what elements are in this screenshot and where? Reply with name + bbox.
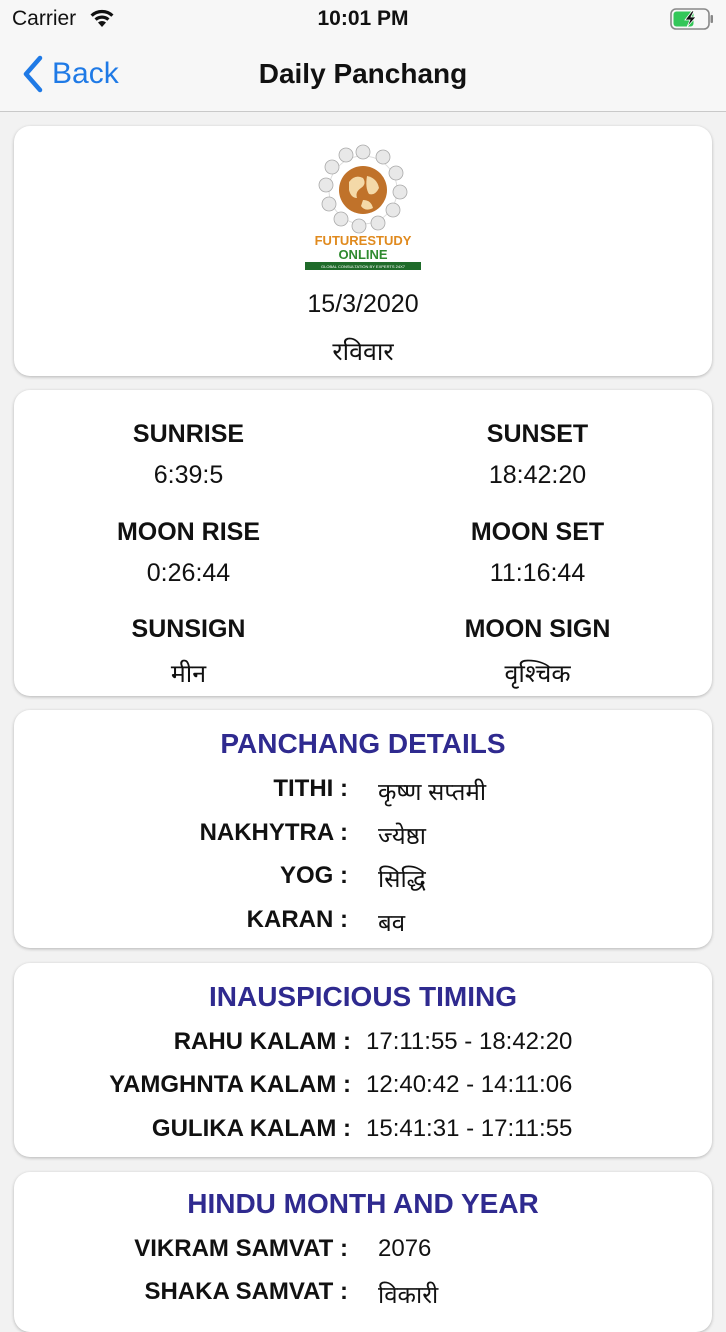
- navigation-bar: [0, 38, 726, 112]
- moonrise-cell: [14, 518, 363, 588]
- logo-text-2: ONLINE: [338, 247, 388, 262]
- sunrise-label: SUNRISE: [132, 420, 245, 448]
- status-time: 10:01 PM: [317, 7, 409, 30]
- futurestudy-logo: [305, 138, 421, 272]
- detail-key: GULIKA KALAM :: [151, 1115, 351, 1142]
- sunsign-value: मीन: [170, 660, 207, 688]
- moonsign-value: वृश्चिक: [504, 660, 571, 688]
- detail-key: VIKRAM SAMVAT :: [134, 1235, 348, 1262]
- sunsign-label: SUNSIGN: [131, 615, 246, 643]
- moonset-cell: [363, 518, 712, 588]
- panchang-details-card: [14, 710, 712, 948]
- detail-row: [14, 1115, 712, 1151]
- section-title: HINDU MONTH AND YEAR: [187, 1188, 539, 1219]
- date-label: 15/3/2020: [307, 290, 419, 318]
- detail-row: [14, 1235, 712, 1271]
- detail-key: TITHI :: [273, 775, 348, 802]
- sunrise-cell: [14, 420, 363, 490]
- sun-moon-card: [14, 390, 712, 696]
- moonsign-cell: [363, 615, 712, 690]
- battery-charging-icon: [670, 8, 714, 30]
- detail-key: NAKHYTRA :: [199, 819, 348, 846]
- moonrise-value: 0:26:44: [146, 559, 231, 587]
- carrier-label: Carrier: [12, 7, 77, 30]
- sunrise-value: 6:39:5: [153, 461, 224, 489]
- sunset-label: SUNSET: [486, 420, 589, 448]
- detail-row: [14, 819, 712, 855]
- hindu-month-year-card: [14, 1172, 712, 1332]
- detail-value: विकारी: [378, 1282, 439, 1309]
- detail-row: [14, 906, 712, 942]
- detail-value: 17:11:55 - 18:42:20: [366, 1028, 573, 1055]
- day-label: रविवार: [332, 338, 394, 366]
- detail-key: SHAKA SAMVAT :: [144, 1278, 348, 1305]
- detail-value: 2076: [378, 1235, 432, 1262]
- sunset-value: 18:42:20: [488, 461, 587, 489]
- moonrise-label: MOON RISE: [116, 518, 261, 546]
- detail-row: [14, 1278, 712, 1314]
- section-title: INAUSPICIOUS TIMING: [208, 981, 517, 1012]
- detail-key: KARAN :: [246, 906, 348, 933]
- detail-key: YAMGHNTA KALAM :: [109, 1071, 351, 1098]
- detail-value: सिद्धि: [378, 866, 426, 893]
- inauspicious-timing-card: [14, 963, 712, 1157]
- detail-row: [14, 1071, 712, 1107]
- page-title: Daily Panchang: [258, 58, 468, 89]
- detail-row: [14, 1028, 712, 1064]
- sunsign-cell: [14, 615, 363, 690]
- detail-value: 15:41:31 - 17:11:55: [366, 1115, 573, 1142]
- section-title: PANCHANG DETAILS: [220, 728, 506, 759]
- moonset-value: 11:16:44: [489, 559, 586, 587]
- back-label: Back: [52, 57, 119, 90]
- sunset-cell: [363, 420, 712, 490]
- detail-value: 12:40:42 - 14:11:06: [366, 1071, 573, 1098]
- content-scroll[interactable]: [0, 112, 726, 1309]
- moonset-label: MOON SET: [470, 518, 605, 546]
- date-card: [14, 126, 712, 376]
- logo-text-1: FUTURESTUDY: [314, 233, 412, 248]
- detail-key: RAHU KALAM :: [173, 1028, 351, 1055]
- moonsign-label: MOON SIGN: [464, 615, 611, 643]
- status-bar: [0, 0, 726, 38]
- detail-value: बव: [378, 910, 406, 937]
- detail-key: YOG :: [279, 862, 348, 889]
- detail-value: ज्येष्ठा: [378, 823, 426, 850]
- detail-value: कृष्ण सप्तमी: [378, 779, 487, 806]
- detail-row: [14, 775, 712, 811]
- detail-row: [14, 862, 712, 898]
- logo-tagline: GLOBAL CONSULTATION BY EXPERTS 24X7: [321, 264, 405, 269]
